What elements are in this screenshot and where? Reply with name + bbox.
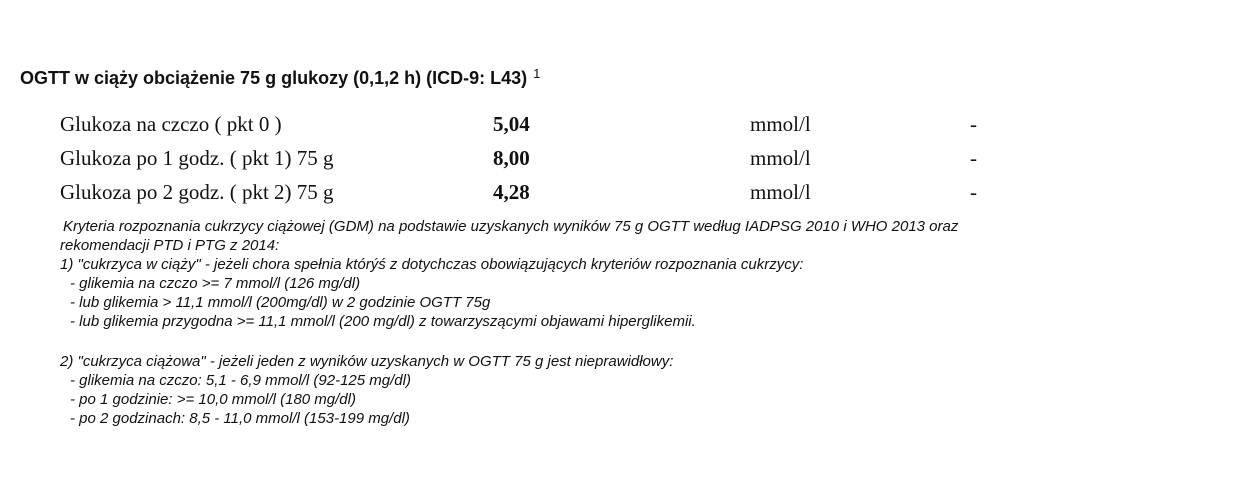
- test-value: 8,00: [493, 146, 530, 170]
- criteria-item: - glikemia na czczo: 5,1 - 6,9 mmol/l (92-125 mg/dl): [70, 372, 411, 389]
- criteria-intro-line: Kryteria rozpoznania cukrzycy ciążowej (GDM) na podstawie uzyskanych wyników 75 g OGTT według IADPSG 2010 i WHO 2013 oraz: [63, 218, 959, 235]
- result-row: [60, 180, 1000, 214]
- test-unit: mmol/l: [750, 180, 811, 204]
- criteria-item: - lub glikemia > 11,1 mmol/l (200mg/dl) w 2 godzinie OGTT 75g: [70, 294, 491, 311]
- page-title: [20, 68, 540, 89]
- test-name: Glukoza na czczo ( pkt 0 ): [60, 112, 282, 136]
- criteria-item: - po 2 godzinach: 8,5 - 11,0 mmol/l (153-199 mg/dl): [70, 410, 410, 427]
- criteria-section-heading: 2) "cukrzyca ciążowa" - jeżeli jeden z wyników uzyskanych w OGTT 75 g jest nieprawidłowy:: [60, 353, 674, 370]
- test-value: 5,04: [493, 112, 530, 136]
- test-value: 4,28: [493, 180, 530, 204]
- test-unit: mmol/l: [750, 112, 811, 136]
- test-flag: -: [970, 146, 977, 170]
- results-table: [60, 112, 1000, 214]
- title-footnote-marker: 1: [533, 66, 541, 81]
- title-text: OGTT w ciąży obciążenie 75 g glukozy (0,1,2 h) (ICD-9: L43): [20, 68, 528, 88]
- criteria-item: - lub glikemia przygodna >= 11,1 mmol/l (200 mg/dl) z towarzyszącymi objawami hiperglikemii.: [70, 313, 696, 330]
- test-name: Glukoza po 2 godz. ( pkt 2) 75 g: [60, 180, 334, 204]
- result-row: [60, 112, 1000, 146]
- test-unit: mmol/l: [750, 146, 811, 170]
- criteria-section-heading: 1) "cukrzyca w ciąży" - jeżeli chora spełnia którýś z dotychczas obowiązujących kryteriów rozpoznania cukrzycy:: [60, 256, 804, 273]
- test-name: Glukoza po 1 godz. ( pkt 1) 75 g: [60, 146, 334, 170]
- result-row: [60, 146, 1000, 180]
- criteria-intro-line: rekomendacji PTD i PTG z 2014:: [60, 237, 280, 254]
- test-flag: -: [970, 180, 977, 204]
- test-flag: -: [970, 112, 977, 136]
- diagnostic-criteria-notes: [60, 217, 1220, 428]
- criteria-item: - po 1 godzinie: >= 10,0 mmol/l (180 mg/dl): [70, 391, 356, 408]
- section-spacer: [60, 331, 1220, 352]
- criteria-item: - glikemia na czczo >= 7 mmol/l (126 mg/dl): [70, 275, 361, 292]
